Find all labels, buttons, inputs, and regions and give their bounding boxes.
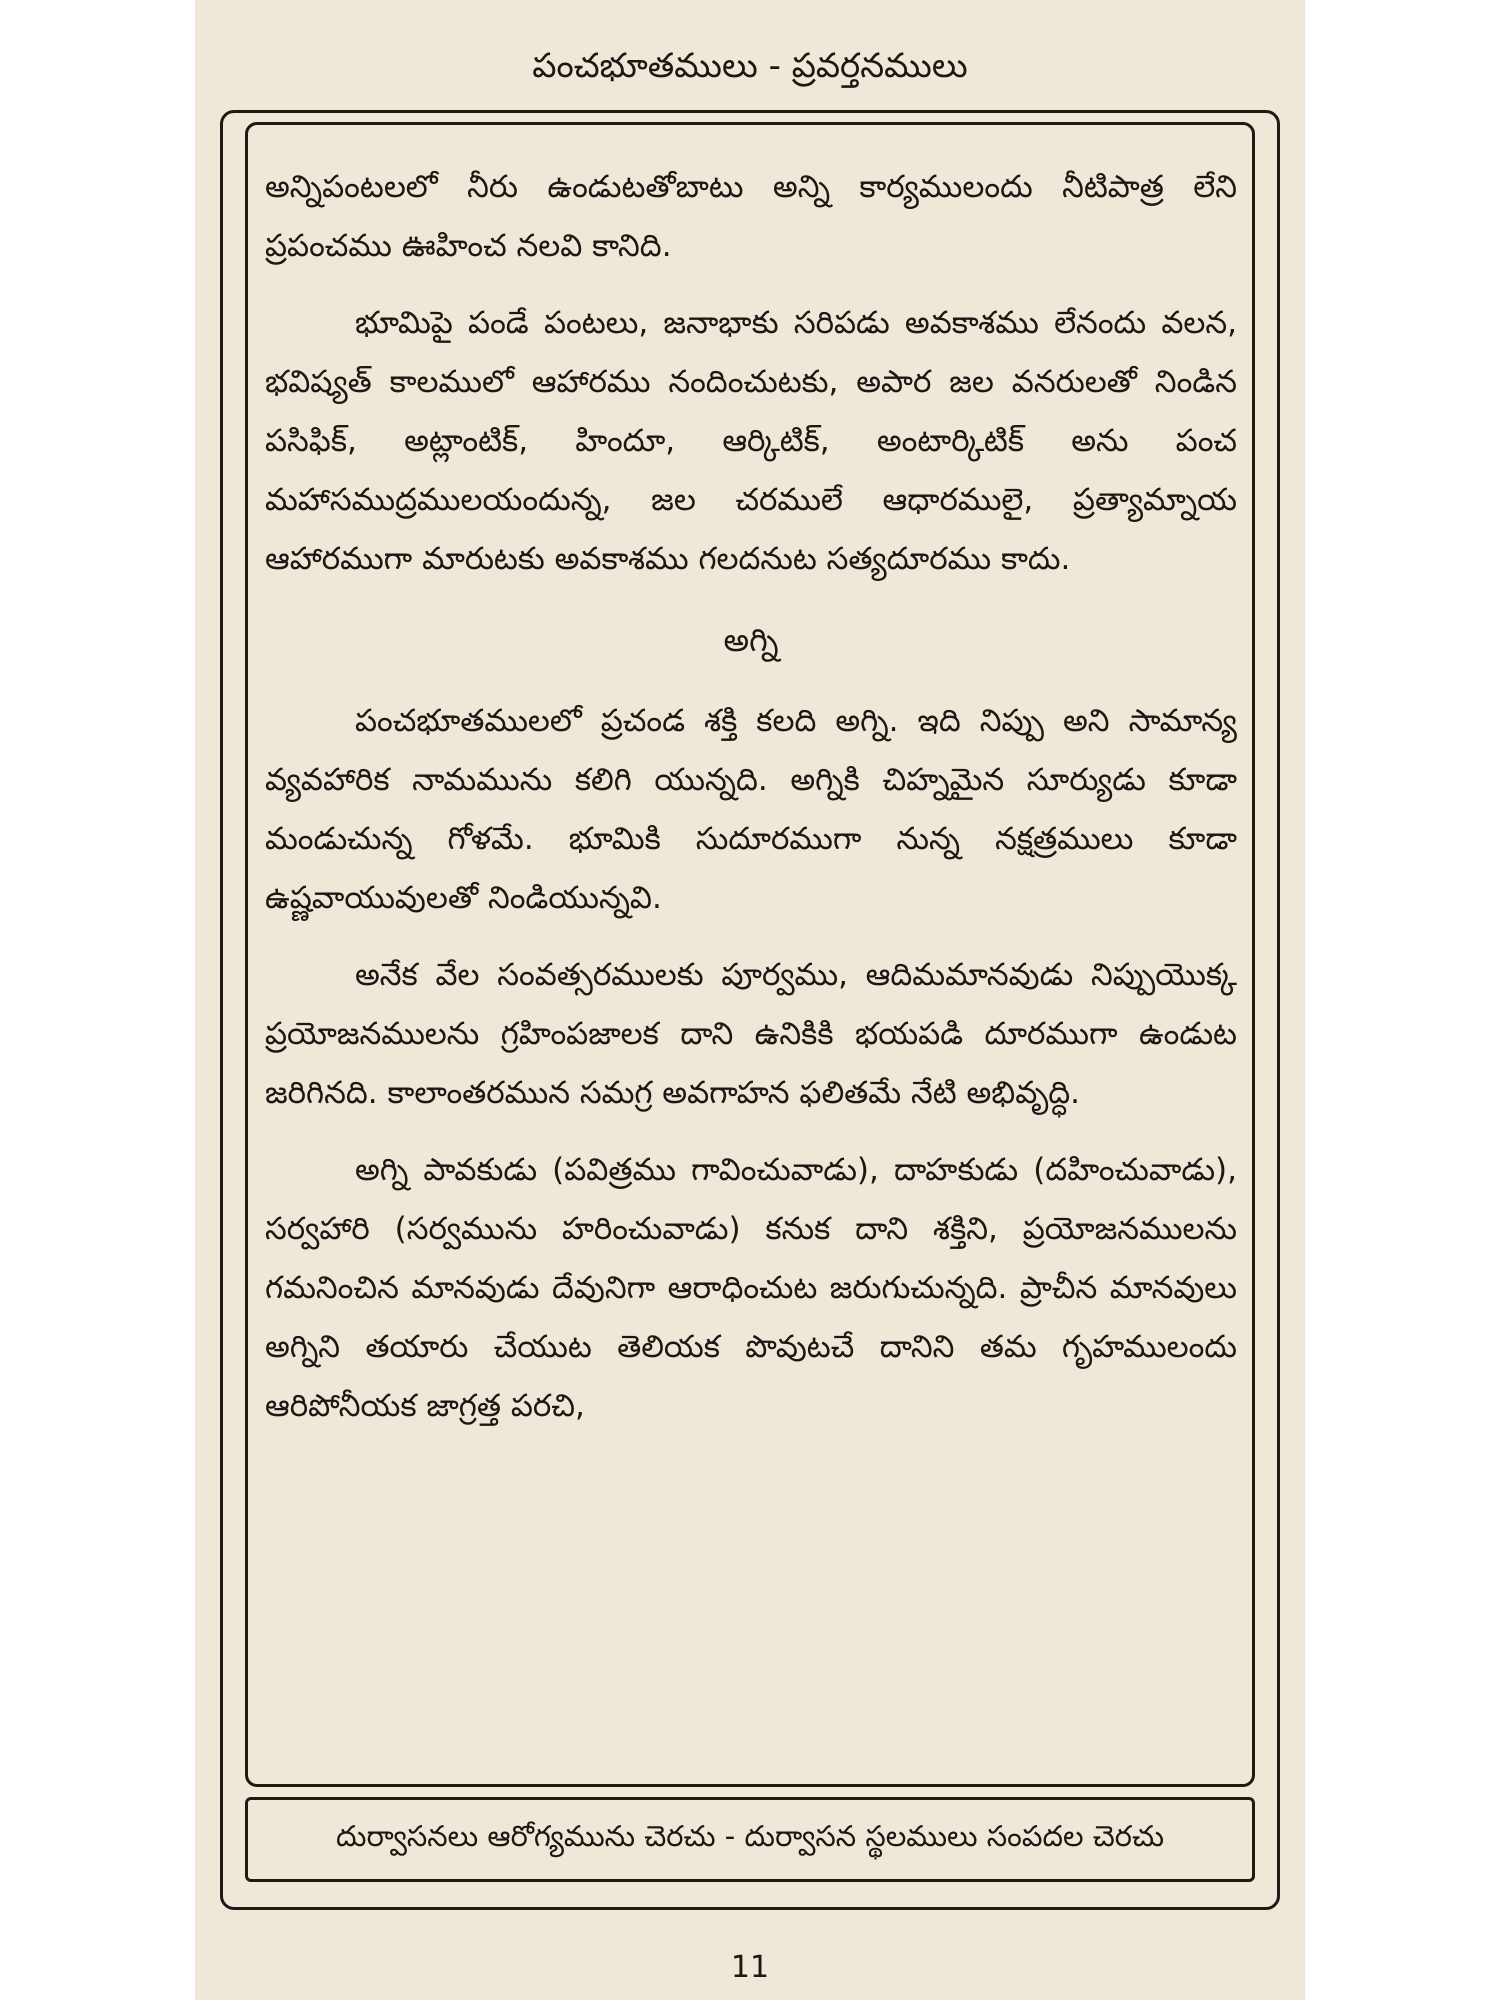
page-body: [265, 158, 1237, 1454]
paragraph-continued: అన్నిపంటలలో నీరు ఉండుటతోబాటు అన్ని కార్యములందు నీటిపాత్ర లేని ప్రపంచము ఊహించ నలవి కానిది.: [265, 169, 1237, 264]
running-header: పంచభూతములు - ప్రవర్తనములు: [532, 46, 968, 86]
paragraph-oceans: భూమిపై పండే పంటలు, జనాభాకు సరిపడు అవకాశము లేనందు వలన, భవిష్యత్ కాలములో ఆహారము నందించుటకు, అపార జల వనరులతో నిండిన పసిఫిక్, అట్లాంటిక్, హిందూ, ఆర్కిటిక్, అంటార్కిటిక్ అను పంచ మహాసముద్రములయందున్న, జల చరములే ఆధారములై, ప్రత్యామ్నాయ ఆహారముగా మారుటకు అవకాశము గలదనుట సత్యదూరము కాదు.: [265, 305, 1237, 577]
footer-motto-box: [245, 1797, 1255, 1882]
page-number: 11: [730, 1950, 770, 1985]
paragraph-fire-intro: పంచభూతములలో ప్రచండ శక్తి కలది అగ్ని. ఇది నిప్పు అని సామాన్య వ్యవహారిక నామమును కలిగి యున్నది. అగ్నికి చిహ్నమైన సూర్యుడు కూడా మండుచున్న గోళమే. భూమికి సుదూరముగా నున్న నక్షత్రములు కూడా ఉష్ణవాయువులతో నిండియున్నవి.: [265, 703, 1237, 916]
paragraph-fire-names: అగ్ని పావకుడు (పవిత్రము గావించువాడు), దాహకుడు (దహించువాడు), సర్వహారి (సర్వమును హరించువాడు) కనుక దాని శక్తిని, ప్రయోజనములను గమనించిన మానవుడు దేవునిగా ఆరాధించుట జరుగుచున్నది. ప్రాచీన మానవులు అగ్నిని తయారు చేయుట తెలియక పొవుటచే దానిని తమ గృహములందు ఆరిపోనీయక జాగ్రత్త పరచి,: [265, 1152, 1237, 1424]
footer-motto: దుర్వాసనలు ఆరోగ్యమును చెరచు - దుర్వాసన స్థలములు సంపదల చెరచు: [335, 1818, 1165, 1853]
section-heading: అగ్ని: [723, 621, 779, 659]
book-page: [195, 0, 1305, 2000]
paragraph-early-man: అనేక వేల సంవత్సరములకు పూర్వము, ఆదిమమానవుడు నిప్పుయొక్క ప్రయోజనములను గ్రహింపజాలక దాని ఉనికికి భయపడి దూరముగా ఉండుట జరిగినది. కాలాంతరమున సమగ్ర అవగాహన ఫలితమే నేటి అభివృద్ధి.: [265, 957, 1237, 1111]
